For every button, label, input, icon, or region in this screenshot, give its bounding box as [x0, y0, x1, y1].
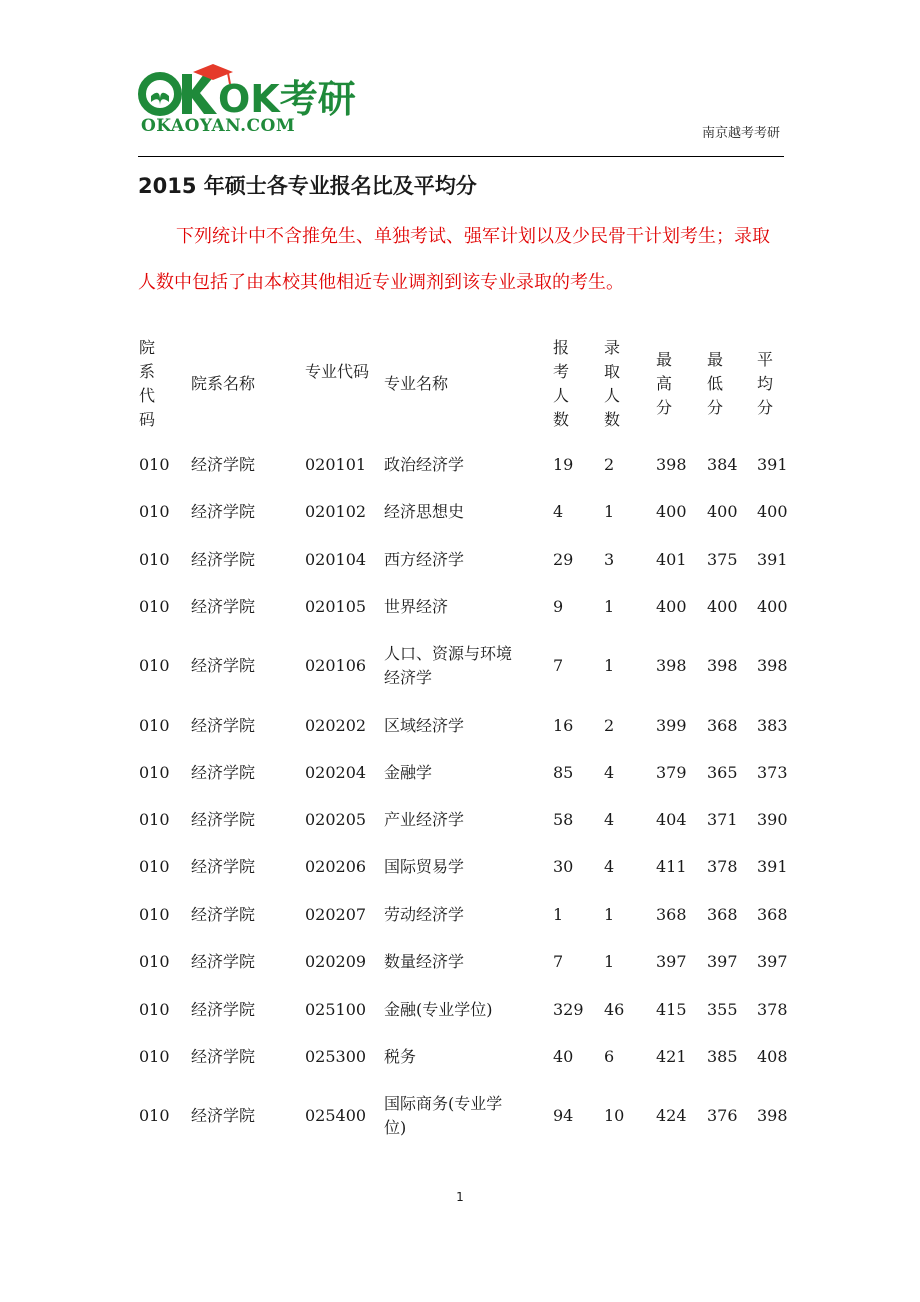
cell-major-code: 025400	[305, 1106, 367, 1125]
cell-dept-name: 经济学院	[191, 656, 256, 675]
cell-applicants: 30	[553, 857, 574, 876]
cell-dept-code: 010	[139, 810, 170, 829]
cell-max: 401	[656, 550, 687, 569]
header-max: 最 高 分	[656, 350, 673, 417]
header-major-code: 专业代码	[305, 362, 370, 381]
cell-avg: 378	[757, 1000, 788, 1019]
cell-dept-name: 经济学院	[191, 597, 256, 616]
cell-avg: 391	[757, 550, 788, 569]
cell-major-name: 政治经济学	[384, 455, 465, 474]
cell-admitted: 1	[604, 656, 615, 675]
cell-applicants: 9	[553, 597, 564, 616]
cell-dept-code: 010	[139, 455, 170, 474]
cell-admitted: 1	[604, 502, 615, 521]
cell-dept-name: 经济学院	[191, 763, 256, 782]
cell-max: 379	[656, 763, 687, 782]
cell-dept-name: 经济学院	[191, 716, 256, 735]
cell-min: 400	[707, 502, 738, 521]
cell-avg: 408	[757, 1047, 788, 1066]
cell-dept-name: 经济学院	[191, 502, 256, 521]
cell-dept-code: 010	[139, 1047, 170, 1066]
cell-applicants: 29	[553, 550, 574, 569]
cell-max: 368	[656, 905, 687, 924]
cell-dept-code: 010	[139, 550, 170, 569]
cell-major-name: 经济思想史	[384, 502, 465, 521]
header-divider	[138, 156, 784, 157]
cell-max: 424	[656, 1106, 687, 1125]
cell-applicants: 7	[553, 656, 564, 675]
cell-major-name-line2: 位)	[384, 1118, 407, 1137]
note-line-1: 下列统计中不含推免生、单独考试、强军计划以及少民骨干计划考生；录取	[176, 226, 770, 247]
cell-min: 368	[707, 716, 738, 735]
cell-major-code: 020104	[305, 550, 367, 569]
cell-admitted: 10	[604, 1106, 625, 1125]
cell-dept-name: 经济学院	[191, 952, 256, 971]
cell-dept-code: 010	[139, 1000, 170, 1019]
cell-max: 398	[656, 656, 687, 675]
cell-major-code: 020106	[305, 656, 367, 675]
header-dept-name: 院系名称	[191, 374, 256, 393]
cell-dept-name: 经济学院	[191, 1000, 256, 1019]
cell-admitted: 4	[604, 857, 615, 876]
cell-major-code: 020209	[305, 952, 367, 971]
cell-applicants: 94	[553, 1106, 574, 1125]
logo-main-text: OK考研	[218, 77, 356, 121]
cell-dept-code: 010	[139, 857, 170, 876]
cell-avg: 398	[757, 1106, 788, 1125]
header-min: 最 低 分	[707, 350, 724, 417]
cell-major-code: 020206	[305, 857, 367, 876]
cell-major-code: 020207	[305, 905, 367, 924]
cell-applicants: 4	[553, 502, 564, 521]
cell-dept-code: 010	[139, 1106, 170, 1125]
cell-applicants: 7	[553, 952, 564, 971]
cell-avg: 368	[757, 905, 788, 924]
cell-major-name: 区域经济学	[384, 716, 465, 735]
cell-dept-code: 010	[139, 716, 170, 735]
cell-avg: 391	[757, 857, 788, 876]
cell-min: 371	[707, 810, 738, 829]
cell-major-name-line1: 人口、资源与环境	[384, 644, 513, 663]
cell-major-code: 025300	[305, 1047, 367, 1066]
logo-subtitle: OKAOYAN.COM	[141, 116, 296, 136]
cell-max: 400	[656, 597, 687, 616]
cell-admitted: 4	[604, 810, 615, 829]
cell-major-name	[384, 1092, 502, 1140]
cell-avg: 373	[757, 763, 788, 782]
cell-major-name: 西方经济学	[384, 550, 465, 569]
cell-min: 365	[707, 763, 738, 782]
cell-admitted: 4	[604, 763, 615, 782]
cell-min: 378	[707, 857, 738, 876]
cell-max: 411	[656, 857, 687, 876]
cell-max: 400	[656, 502, 687, 521]
cell-applicants: 58	[553, 810, 574, 829]
cell-major-code: 020205	[305, 810, 367, 829]
cell-min: 375	[707, 550, 738, 569]
cell-dept-code: 010	[139, 502, 170, 521]
page-header	[138, 62, 784, 158]
cell-applicants: 329	[553, 1000, 584, 1019]
cell-min: 398	[707, 656, 738, 675]
cell-dept-code: 010	[139, 905, 170, 924]
cell-max: 404	[656, 810, 687, 829]
cell-admitted: 2	[604, 455, 615, 474]
header-dept-code: 院 系 代 码	[139, 338, 156, 429]
note-line-2: 人数中包括了由本校其他相近专业调剂到该专业录取的考生。	[138, 272, 624, 293]
cell-avg: 391	[757, 455, 788, 474]
cell-major-code: 020204	[305, 763, 367, 782]
cell-admitted: 1	[604, 905, 615, 924]
cell-admitted: 46	[604, 1000, 625, 1019]
cell-avg: 400	[757, 597, 788, 616]
header-major-name: 专业名称	[384, 374, 449, 393]
cell-major-name: 数量经济学	[384, 952, 465, 971]
cell-major-name: 金融(专业学位)	[384, 1000, 493, 1019]
cell-major-name: 税务	[384, 1047, 417, 1066]
cell-max: 397	[656, 952, 687, 971]
cell-dept-name: 经济学院	[191, 810, 256, 829]
cell-min: 397	[707, 952, 738, 971]
cell-major-code: 020105	[305, 597, 367, 616]
cell-applicants: 40	[553, 1047, 574, 1066]
cell-admitted: 3	[604, 550, 615, 569]
cell-dept-code: 010	[139, 952, 170, 971]
cell-major-name-line2: 经济学	[384, 668, 433, 687]
cell-applicants: 19	[553, 455, 574, 474]
cell-min: 384	[707, 455, 738, 474]
cell-major-name: 劳动经济学	[384, 905, 465, 924]
cell-dept-name: 经济学院	[191, 455, 256, 474]
cell-dept-name: 经济学院	[191, 1047, 256, 1066]
cell-dept-code: 010	[139, 656, 170, 675]
cell-avg: 397	[757, 952, 788, 971]
cell-dept-name: 经济学院	[191, 857, 256, 876]
cell-major-name: 世界经济	[384, 597, 449, 616]
cell-dept-name: 经济学院	[191, 905, 256, 924]
header-applicants: 报 考 人 数	[553, 338, 570, 429]
cell-major-name: 金融学	[384, 763, 433, 782]
cell-dept-code: 010	[139, 763, 170, 782]
cell-avg: 398	[757, 656, 788, 675]
cell-admitted: 1	[604, 952, 615, 971]
header-admitted: 录 取 人 数	[604, 338, 621, 429]
cell-max: 415	[656, 1000, 687, 1019]
cell-admitted: 2	[604, 716, 615, 735]
header-avg: 平 均 分	[757, 350, 774, 417]
cell-major-name	[384, 642, 512, 690]
cell-dept-name: 经济学院	[191, 550, 256, 569]
cell-major-name: 产业经济学	[384, 810, 465, 829]
cell-major-code: 020102	[305, 502, 367, 521]
cell-major-code: 020101	[305, 455, 367, 474]
cell-avg: 390	[757, 810, 788, 829]
cell-min: 376	[707, 1106, 738, 1125]
site-name: 南京越考考研	[701, 126, 780, 141]
cell-min: 400	[707, 597, 738, 616]
cell-applicants: 85	[553, 763, 574, 782]
cell-dept-name: 经济学院	[191, 1106, 256, 1125]
cell-major-code: 020202	[305, 716, 367, 735]
cell-dept-code: 010	[139, 597, 170, 616]
cell-applicants: 16	[553, 716, 574, 735]
cell-applicants: 1	[553, 905, 564, 924]
cell-min: 355	[707, 1000, 738, 1019]
cell-major-name: 国际贸易学	[384, 857, 465, 876]
cell-min: 368	[707, 905, 738, 924]
page-title: 2015 年硕士各专业报名比及平均分	[138, 174, 477, 198]
cell-max: 421	[656, 1047, 687, 1066]
cell-major-code: 025100	[305, 1000, 367, 1019]
cell-major-name-line1: 国际商务(专业学	[384, 1094, 503, 1113]
cell-admitted: 6	[604, 1047, 615, 1066]
page-number: 1	[456, 1190, 464, 1204]
cell-avg: 383	[757, 716, 788, 735]
cell-admitted: 1	[604, 597, 615, 616]
cell-min: 385	[707, 1047, 738, 1066]
cell-max: 398	[656, 455, 687, 474]
cell-avg: 400	[757, 502, 788, 521]
cell-max: 399	[656, 716, 687, 735]
